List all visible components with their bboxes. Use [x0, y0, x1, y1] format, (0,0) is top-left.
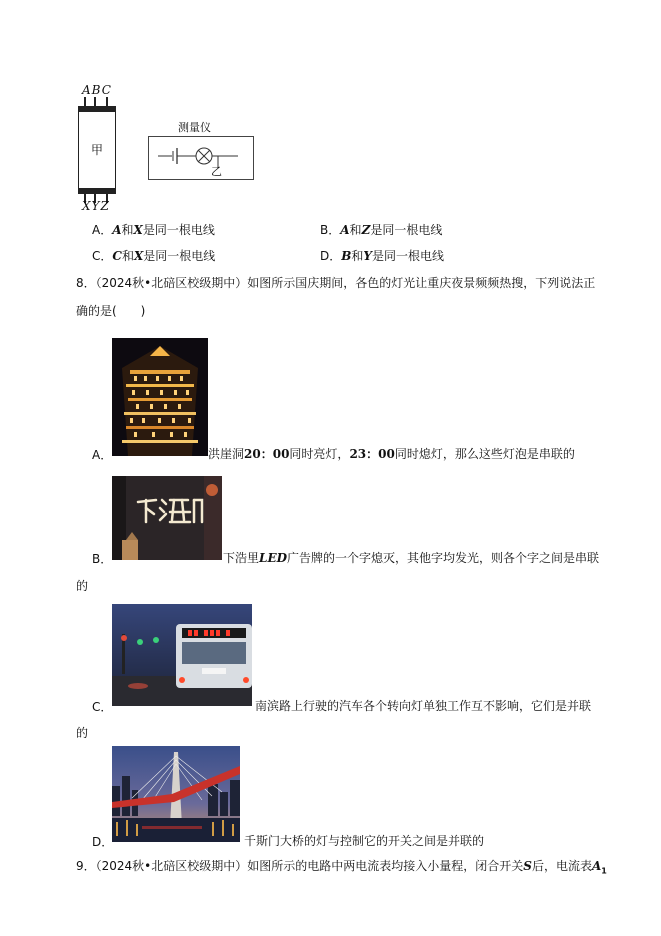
photo-bus-turn-lights: [112, 604, 252, 706]
device-label: 甲: [91, 143, 104, 157]
option-c-mid: 和: [121, 249, 134, 263]
option-b-text: 是同一根电线: [370, 223, 443, 237]
option-d-mid: 和: [351, 249, 364, 263]
option-c-label: C．: [92, 249, 113, 263]
meter-circuit: [150, 140, 250, 176]
q8-option-b-text: [223, 550, 599, 566]
q7-option-c: [92, 248, 215, 264]
option-a-text-3: 同时熄灯，那么这些灯泡是串联的: [394, 447, 575, 461]
photo-hongyadong: [112, 338, 208, 456]
option-d-pin2: Y: [363, 249, 372, 263]
q8-option-c: [92, 699, 112, 715]
option-b-mid: 和: [349, 223, 362, 237]
q9-text-2: 后，电流表: [531, 859, 592, 873]
meter-lead-label: 乙: [211, 165, 222, 178]
q9-ammeter-subscript: 1: [601, 866, 607, 876]
q7-option-b: [320, 222, 442, 238]
option-a-time-1: 20：00: [244, 447, 290, 461]
device-box: [78, 106, 116, 194]
photo-qiansimen-bridge: [112, 746, 240, 842]
option-b-led: LED: [259, 551, 288, 565]
figure-q7: [70, 80, 270, 215]
option-b-label: B．: [92, 552, 113, 566]
option-d-label: D．: [320, 249, 342, 263]
q9-stem: [76, 858, 607, 879]
q8-option-b: [92, 551, 112, 567]
option-b-pin1: A: [340, 223, 350, 237]
q9-ammeter-symbol: A: [591, 859, 602, 873]
option-a-mid: 和: [121, 223, 134, 237]
q8-option-d-text: 千斯门大桥的灯与控制它的开关之间是并联的: [244, 834, 485, 848]
option-c-pin2: X: [133, 249, 144, 263]
option-a-text: 是同一根电线: [142, 223, 215, 237]
option-a-text-1: 洪崖洞: [208, 447, 245, 461]
photo-xiahaoli-sign: [112, 476, 222, 560]
q9-text-1: 9．（2024秋•北碚区校级期中）如图所示的电路中两电流表均接入小量程，闭合开关: [76, 859, 524, 873]
meter-title: 测量仪: [178, 121, 211, 134]
top-pin-letters: ABC: [82, 83, 112, 97]
bottom-pin-letters: XYZ: [82, 199, 110, 213]
option-d-pin1: B: [341, 249, 352, 263]
q7-option-d: [320, 248, 444, 264]
option-c-pin1: C: [112, 249, 122, 263]
q8-option-d: [92, 834, 113, 850]
option-d-label: D．: [92, 835, 114, 849]
q8-stem-line1: 8．（2024秋•北碚区校级期中）如图所示国庆期间，各色的灯光让重庆夜景频频热搜，下列说法正: [76, 276, 596, 290]
q8-option-b-wrap: 的: [76, 579, 89, 593]
option-c-text: 是同一根电线: [143, 249, 216, 263]
option-c-label: C．: [92, 700, 113, 714]
option-a-label: A．: [92, 448, 113, 462]
option-b-label: B．: [320, 223, 341, 237]
option-d-text: 是同一根电线: [372, 249, 445, 263]
option-a-time-2: 23：00: [349, 447, 395, 461]
q8-option-a: [92, 447, 112, 463]
option-b-pin2: Z: [361, 223, 371, 237]
option-a-label: A．: [92, 223, 113, 237]
option-a-pin2: X: [133, 223, 143, 237]
option-a-text-2: 同时亮灯，: [289, 447, 350, 461]
q8-option-c-wrap: 的: [76, 726, 89, 740]
q9-switch-symbol: S: [523, 859, 532, 873]
option-b-text-1: 下浩里: [223, 551, 260, 565]
q8-stem-line2: 确的是( ): [76, 304, 146, 318]
option-b-text-2: 广告牌的一个字熄灭，其他字均发光，则各个字之间是串联: [287, 551, 600, 565]
q8-option-c-text: 南滨路上行驶的汽车各个转向灯单独工作互不影响，它们是并联: [255, 699, 592, 713]
q8-option-a-text: [208, 446, 575, 462]
option-a-pin1: A: [112, 223, 122, 237]
q7-option-a: [92, 222, 215, 238]
